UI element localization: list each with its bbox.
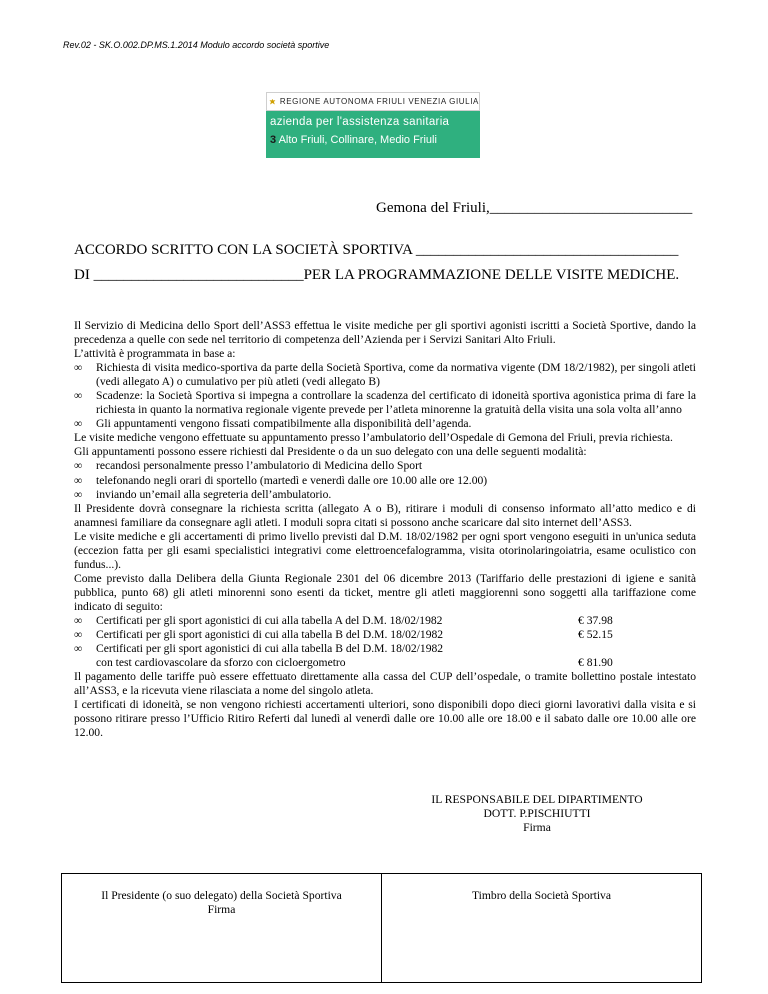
list-item: ∞ Scadenze: la Società Sportiva si impegna a controllare la scadenza del certificato di idoneità sportiva agonistica prima di fare la richiesta in quanto la normativa regionale vigente prevede per l’atleta minorenne la gratuità della visita una sola volta all’anno (74, 389, 696, 417)
paragraph-exams: Le visite mediche e gli accertamenti di primo livello previsti dal D.M. 18/02/1982 per ogni sport vengono eseguiti in un'unica seduta (eccezion fatta per gli esami specialistici integrativi come elettroencefalogramma, visita otorinolaringoiatria, esame oculistico con fundus...). (74, 529, 696, 571)
bullet-icon: ∞ (74, 417, 83, 431)
list-item: ∞ telefonando negli orari di sportello (martedì e venerdì dalle ore 10.00 alle ore 12.00) (74, 473, 488, 487)
department-head-signature-label: Firma (523, 821, 551, 834)
agreement-title-line2: DI ____________________________PER LA PROGRAMMAZIONE DELLE VISITE MEDICHE. (74, 267, 680, 283)
aas3-logo (266, 92, 480, 158)
logo-region-bar (266, 92, 480, 111)
logo-agency-block (266, 111, 480, 158)
stamp-label: Timbro della Società Sportiva (471, 889, 611, 902)
fee-amount: € 37.98 (578, 613, 613, 627)
bullet-icon: ∞ (74, 487, 83, 501)
fee-row (74, 614, 696, 628)
list-item: ∞ Gli appuntamenti vengono fissati compatibilmente alla disponibilità dell’agenda. (74, 417, 472, 431)
fee-amount: € 81.90 (578, 656, 613, 670)
bullet-icon: ∞ (74, 459, 83, 473)
department-head-title: IL RESPONSABILE DEL DIPARTIMENTO (431, 793, 643, 806)
list-item: ∞ recandosi personalmente presso l’ambulatorio di Medicina dello Sport (74, 459, 423, 473)
president-signature-label: Il Presidente (o suo delegato) della Società Sportiva (101, 889, 342, 902)
president-signature-cell (62, 874, 382, 982)
bullet-icon: ∞ (74, 473, 83, 487)
fee-label: Certificati per gli sport agonistici di cui alla tabella B del D.M. 18/02/1982 (96, 642, 444, 656)
signature-table (61, 873, 702, 983)
logo-agency-area-text: Alto Friuli, Collinare, Medio Friuli (278, 134, 437, 146)
region-eagle-icon (269, 95, 276, 109)
fee-row-continuation (74, 656, 696, 670)
paragraph-visits: Le visite mediche vengono effettuate su appuntamento presso l’ambulatorio dell’Ospedale di Gemona del Friuli, previa richiesta. (74, 431, 673, 445)
logo-agency-area (270, 131, 476, 149)
paragraph-activity: L’attività è programmata in base a: (74, 347, 236, 361)
logo-agency-name: azienda per l'assistenza sanitaria (270, 116, 450, 128)
bullet-icon: ∞ (74, 389, 83, 403)
department-head-name: DOTT. P.PISCHIUTTI (483, 807, 591, 820)
paragraph-appointments: Gli appuntamenti possono essere richiesti dal Presidente o da un suo delegato con una delle seguenti modalità: (74, 445, 587, 459)
bullet-icon: ∞ (74, 361, 83, 375)
fee-row (74, 628, 696, 642)
list-item: ∞ inviando un’email alla segreteria dell’ambulatorio. (74, 487, 332, 501)
list-item: ∞ Richiesta di visita medico-sportiva da parte della Società Sportiva, come da normativa vigente (DM 18/2/1982), per singoli atleti (vedi allegato A) o cumulativo per più atleti (vedi allegato B) (74, 361, 696, 389)
paragraph-president: Il Presidente dovrà consegnare la richiesta scritta (allegato A o B), ritirare i moduli di consenso informato all’atto medico e di anamnesi familiare da consegnare agli atleti. I moduli sopra citati si possono anche scaricare dal sito internet dell’ASS3. (74, 501, 696, 529)
logo-agency-number: 3 (270, 134, 277, 146)
agreement-title-line1: ACCORDO SCRITTO CON LA SOCIETÀ SPORTIVA ___________________________________ (74, 242, 679, 258)
paragraph-intro: Il Servizio di Medicina dello Sport dell’ASS3 effettua le visite mediche per gli sportivi agonisti iscritti a Società Sportive, dando la precedenza a quelle con sede nel territorio di competenza dell’Azienda per i Servizi Sanitari Alto Friuli. (74, 319, 696, 347)
fee-row (74, 642, 696, 656)
place-date-line: Gemona del Friuli,___________________________ (376, 200, 693, 216)
bullet-icon: ∞ (74, 628, 83, 642)
paragraph-tariffs: Come previsto dalla Delibera della Giunta Regionale 2301 del 06 dicembre 2013 (Tariffario delle prestazioni di igiene e sanità pubblica, punto 68) gli atleti minorenni sono esenti da ticket, mentre gli atleti maggiorenni sono soggetti alla tariffazione come indicato di seguito: (74, 571, 696, 613)
document-body (74, 319, 696, 740)
paragraph-payment: Il pagamento delle tariffe può essere effettuato direttamente alla cassa del CUP dell’ospedale, o tramite bollettino postale intestato all’ASS3, e la ricevuta viene rilasciata a nome del singolo atleta. (74, 670, 696, 698)
bullet-icon: ∞ (74, 642, 83, 656)
paragraph-certificates: I certificati di idoneità, se non vengono richiesti accertamenti ulteriori, sono disponibili dopo dieci giorni lavorativi dalla visita e si possono ritirare presso l’Ufficio Ritiro Referti dal lunedì al venerdì dalle ore 10.00 alle ore 18.00 e il sabato dalle ore 10.00 alle ore 12.00. (74, 698, 696, 740)
fee-amount: € 52.15 (578, 628, 613, 642)
fee-label: Certificati per gli sport agonistici di cui alla tabella B del D.M. 18/02/1982 (96, 628, 444, 642)
stamp-cell (382, 874, 701, 982)
bullet-icon: ∞ (74, 613, 83, 627)
president-signature-firma: Firma (207, 903, 236, 916)
logo-region-text: REGIONE AUTONOMA FRIULI VENEZIA GIULIA (279, 97, 479, 106)
fee-label: Certificati per gli sport agonistici di cui alla tabella A del D.M. 18/02/1982 (96, 613, 443, 627)
fee-label: con test cardiovascolare da sforzo con cicloergometro (96, 656, 346, 670)
document-revision-note: Rev.02 - SK.O.002.DP.MS.1.2014 Modulo accordo società sportive (63, 40, 330, 50)
department-head-signature (417, 793, 657, 835)
